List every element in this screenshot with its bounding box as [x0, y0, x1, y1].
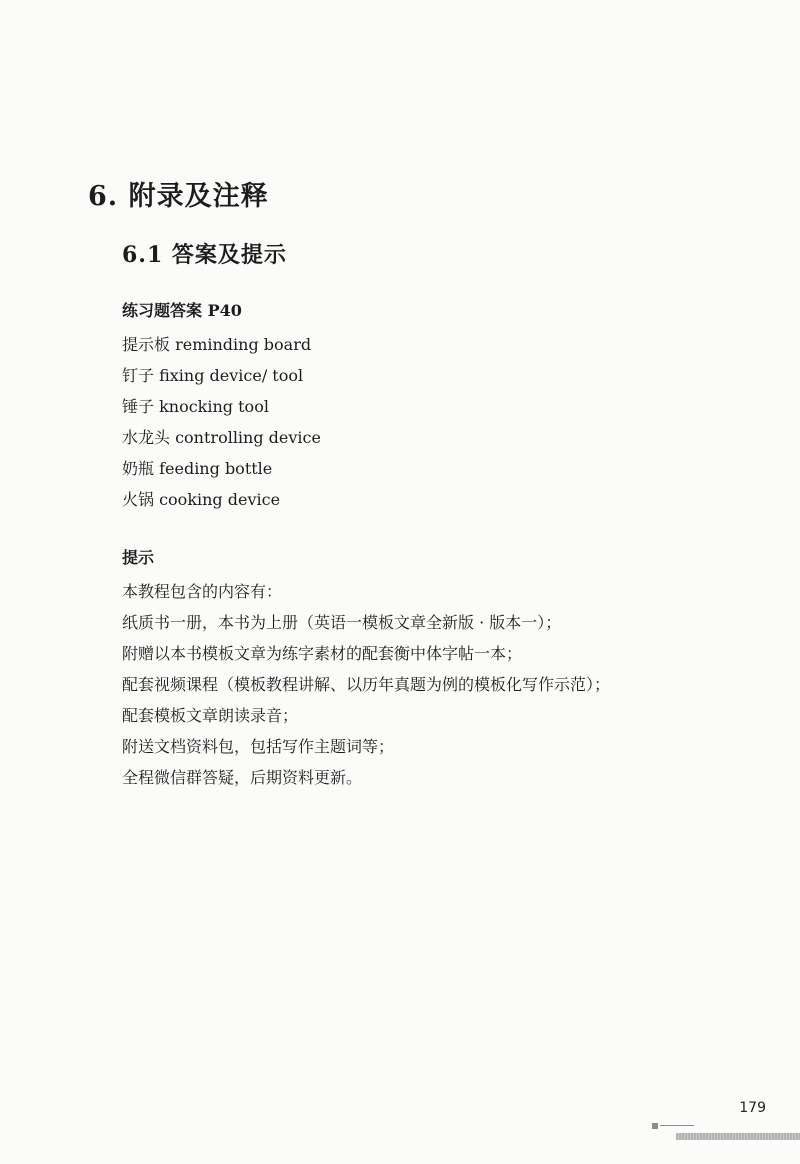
answer-item: 锤子 knocking tool	[122, 397, 269, 416]
tip-line: 全程微信群答疑，后期资料更新。	[122, 768, 363, 787]
tip-line: 配套模板文章朗读录音；	[122, 706, 299, 725]
section-title: 6.1 答案及提示	[122, 242, 287, 268]
tip-line: 附送文档资料包，包括写作主题词等；	[122, 737, 395, 756]
footer-decoration-line	[660, 1125, 694, 1126]
answer-item: 火锅 cooking device	[122, 490, 281, 509]
answers-heading: 练习题答案 P40	[122, 301, 242, 320]
answer-item: 奶瓶 feeding bottle	[122, 459, 273, 478]
footer-decoration-square	[652, 1123, 658, 1129]
tips-heading: 提示	[122, 548, 155, 567]
tip-line: 附赠以本书模板文章为练字素材的配套衡中体字帖一本；	[122, 644, 523, 663]
chapter-title: 6. 附录及注释	[88, 181, 269, 212]
tips-block	[122, 545, 742, 793]
answers-block	[122, 298, 742, 515]
tip-line: 纸质书一册，本书为上册（英语一模板文章全新版 · 版本一）；	[122, 613, 562, 632]
footer-decoration-bar	[676, 1133, 800, 1140]
tip-line: 本教程包含的内容有：	[122, 582, 283, 601]
answer-item: 水龙头 controlling device	[122, 428, 321, 447]
answer-item: 提示板 reminding board	[122, 335, 312, 354]
tip-line: 配套视频课程（模板教程讲解、以历年真题为例的模板化写作示范）；	[122, 675, 611, 694]
page-number: 179	[739, 1100, 766, 1116]
answer-item: 钉子 fixing device/ tool	[122, 366, 304, 385]
